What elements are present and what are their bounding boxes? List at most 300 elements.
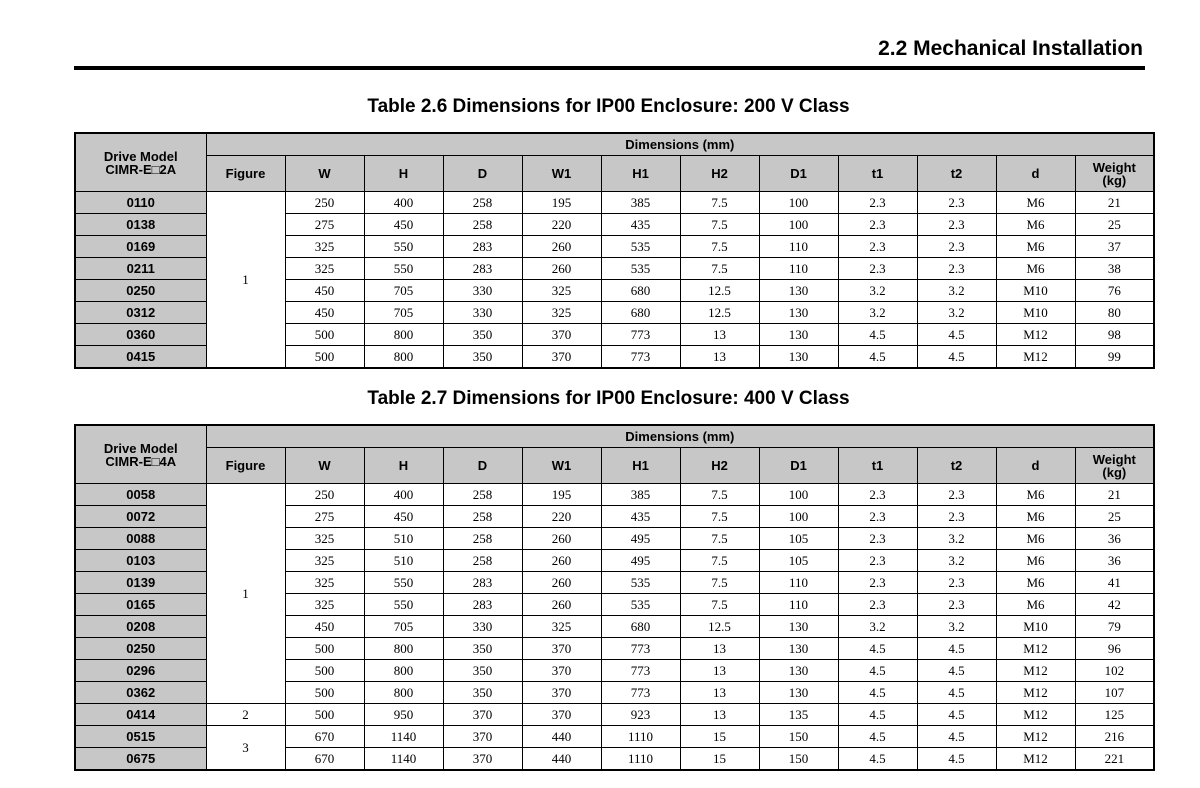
dimension-cell-h2: 13 (680, 704, 759, 726)
weight-cell: 42 (1075, 594, 1154, 616)
dimension-cell-h2: 15 (680, 726, 759, 748)
weight-cell: 96 (1075, 638, 1154, 660)
weight-cell: 80 (1075, 302, 1154, 324)
dimension-cell-h: 1140 (364, 726, 443, 748)
dimension-cell-w: 670 (285, 748, 364, 771)
dimension-cell-w1: 325 (522, 616, 601, 638)
dimension-cell-d1: 110 (759, 236, 838, 258)
dimension-cell-h1: 535 (601, 594, 680, 616)
dimension-cell-t2: 3.2 (917, 280, 996, 302)
dimensions-group-header: Dimensions (mm) (206, 133, 1154, 156)
dimension-cell-w: 325 (285, 572, 364, 594)
dimension-cell-h: 705 (364, 616, 443, 638)
dimension-cell-d: 258 (443, 214, 522, 236)
dimension-cell-d1: 130 (759, 280, 838, 302)
drive-model-cell: 0165 (75, 594, 206, 616)
dimension-cell-w1: 440 (522, 748, 601, 771)
dimension-cell-w1: 370 (522, 704, 601, 726)
dimension-cell-d1: 110 (759, 594, 838, 616)
column-header-t1: t1 (838, 448, 917, 484)
drive-model-header (75, 133, 206, 192)
column-header-weight (1075, 156, 1154, 192)
dimension-cell-d1: 105 (759, 550, 838, 572)
dimension-cell-h2: 7.5 (680, 528, 759, 550)
dimension-cell-h2: 7.5 (680, 484, 759, 506)
dimension-cell-w1: 370 (522, 638, 601, 660)
dimension-cell-d1: 135 (759, 704, 838, 726)
dimension-cell-w: 450 (285, 302, 364, 324)
dimension-cell-d1: 100 (759, 192, 838, 214)
weight-cell: 37 (1075, 236, 1154, 258)
dimension-cell-w1: 260 (522, 550, 601, 572)
dimension-cell-t2: 2.3 (917, 214, 996, 236)
drive-model-cell: 0415 (75, 346, 206, 369)
dimension-cell-d1: 130 (759, 682, 838, 704)
dimension-cell-w1: 220 (522, 214, 601, 236)
column-header-h: H (364, 448, 443, 484)
dimension-cell-d: M12 (996, 704, 1075, 726)
dimension-cell-w1: 260 (522, 572, 601, 594)
dimension-cell-h1: 535 (601, 572, 680, 594)
dimension-cell-d: M6 (996, 550, 1075, 572)
drive-model-cell: 0058 (75, 484, 206, 506)
weight-cell: 216 (1075, 726, 1154, 748)
dimension-cell-t1: 3.2 (838, 616, 917, 638)
dimension-cell-h2: 12.5 (680, 616, 759, 638)
dimension-cell-h2: 7.5 (680, 236, 759, 258)
figure-cell: 1 (206, 484, 285, 704)
dimension-cell-d: M6 (996, 594, 1075, 616)
dimension-cell-t2: 3.2 (917, 528, 996, 550)
dimension-cell-t2: 2.3 (917, 506, 996, 528)
dimension-cell-d: 370 (443, 704, 522, 726)
dimension-cell-t2: 4.5 (917, 324, 996, 346)
dimension-cell-w: 500 (285, 682, 364, 704)
dimension-cell-h1: 535 (601, 236, 680, 258)
dimension-cell-w: 250 (285, 484, 364, 506)
dimension-cell-t1: 2.3 (838, 192, 917, 214)
weight-cell: 102 (1075, 660, 1154, 682)
dimension-cell-w1: 260 (522, 528, 601, 550)
column-header-t1: t1 (838, 156, 917, 192)
dimension-cell-t1: 4.5 (838, 704, 917, 726)
weight-header-line1: Weight (1092, 451, 1136, 467)
drive-model-cell: 0250 (75, 638, 206, 660)
dimension-cell-d: 350 (443, 324, 522, 346)
column-header-w1: W1 (522, 156, 601, 192)
column-header-h1: H1 (601, 448, 680, 484)
dimension-cell-w: 275 (285, 506, 364, 528)
dimension-cell-h2: 12.5 (680, 280, 759, 302)
dimension-cell-w1: 325 (522, 280, 601, 302)
weight-header-line1: Weight (1092, 159, 1136, 175)
weight-cell: 25 (1075, 214, 1154, 236)
dimension-cell-h1: 1110 (601, 748, 680, 771)
dimension-cell-h: 800 (364, 660, 443, 682)
dimension-cell-w: 325 (285, 236, 364, 258)
dimension-cell-d: 258 (443, 506, 522, 528)
dimension-cell-w1: 370 (522, 682, 601, 704)
drive-model-cell: 0362 (75, 682, 206, 704)
dimension-cell-w: 325 (285, 258, 364, 280)
dimension-cell-t1: 4.5 (838, 748, 917, 771)
dimension-cell-w1: 195 (522, 192, 601, 214)
drive-model-header (75, 425, 206, 484)
dimension-cell-h: 510 (364, 550, 443, 572)
dimension-cell-t1: 3.2 (838, 302, 917, 324)
weight-cell: 41 (1075, 572, 1154, 594)
dimension-cell-d1: 110 (759, 572, 838, 594)
dimension-cell-h: 800 (364, 638, 443, 660)
dimension-cell-d: M6 (996, 192, 1075, 214)
drive-model-cell: 0072 (75, 506, 206, 528)
weight-header-line2: (kg) (1102, 172, 1127, 188)
dimension-cell-d1: 130 (759, 346, 838, 369)
weight-cell: 125 (1075, 704, 1154, 726)
dimension-cell-h: 800 (364, 682, 443, 704)
dimension-cell-d: M6 (996, 258, 1075, 280)
dimension-cell-d: M12 (996, 638, 1075, 660)
column-header-w: W (285, 448, 364, 484)
dimensions-table-200v (74, 132, 1155, 369)
weight-cell: 21 (1075, 192, 1154, 214)
table-2-7-title: Table 2.7 Dimensions for IP00 Enclosure: 400 V Class (367, 388, 850, 409)
dimension-cell-d: 370 (443, 726, 522, 748)
drive-model-cell: 0169 (75, 236, 206, 258)
dimension-cell-h: 705 (364, 280, 443, 302)
dimension-cell-t1: 4.5 (838, 682, 917, 704)
column-header-h2: H2 (680, 156, 759, 192)
dimension-cell-w: 500 (285, 324, 364, 346)
dimension-cell-d1: 110 (759, 258, 838, 280)
dimension-cell-h: 550 (364, 572, 443, 594)
column-header-t2: t2 (917, 156, 996, 192)
figure-cell: 2 (206, 704, 285, 726)
column-header-d1: D1 (759, 156, 838, 192)
dimension-cell-t2: 4.5 (917, 660, 996, 682)
dimension-cell-d: 258 (443, 192, 522, 214)
dimension-cell-d: M6 (996, 506, 1075, 528)
dimension-cell-t1: 2.3 (838, 214, 917, 236)
dimension-cell-h: 550 (364, 594, 443, 616)
column-header-t2: t2 (917, 448, 996, 484)
drive-model-cell: 0139 (75, 572, 206, 594)
dimension-cell-d: 283 (443, 258, 522, 280)
weight-cell: 107 (1075, 682, 1154, 704)
dimension-cell-h: 1140 (364, 748, 443, 771)
dimension-cell-d: M6 (996, 214, 1075, 236)
dimension-cell-d1: 130 (759, 660, 838, 682)
dimension-cell-w: 325 (285, 594, 364, 616)
dimension-cell-t1: 2.3 (838, 484, 917, 506)
dimension-cell-t2: 4.5 (917, 346, 996, 369)
dimension-cell-t2: 2.3 (917, 572, 996, 594)
column-header-d1: D1 (759, 448, 838, 484)
weight-cell: 36 (1075, 550, 1154, 572)
dimension-cell-w: 500 (285, 660, 364, 682)
dimension-cell-h1: 773 (601, 682, 680, 704)
weight-cell: 38 (1075, 258, 1154, 280)
dimension-cell-h2: 7.5 (680, 594, 759, 616)
dimension-cell-h1: 495 (601, 528, 680, 550)
dimension-cell-t1: 2.3 (838, 528, 917, 550)
dimension-cell-h2: 12.5 (680, 302, 759, 324)
dimension-cell-h: 450 (364, 214, 443, 236)
dimension-cell-w: 500 (285, 638, 364, 660)
dimension-cell-w: 450 (285, 616, 364, 638)
dimension-cell-d: M10 (996, 280, 1075, 302)
dimension-cell-h2: 13 (680, 638, 759, 660)
dimension-cell-d: 350 (443, 638, 522, 660)
dimension-cell-t1: 2.3 (838, 572, 917, 594)
dimension-cell-h1: 1110 (601, 726, 680, 748)
dimension-cell-d: 283 (443, 236, 522, 258)
dimension-cell-d1: 100 (759, 214, 838, 236)
dimension-cell-t2: 4.5 (917, 748, 996, 771)
dimension-cell-h: 800 (364, 346, 443, 369)
weight-cell: 98 (1075, 324, 1154, 346)
weight-cell: 36 (1075, 528, 1154, 550)
weight-cell: 99 (1075, 346, 1154, 369)
dimension-cell-w1: 370 (522, 660, 601, 682)
dimension-cell-h2: 7.5 (680, 550, 759, 572)
dimension-cell-h: 400 (364, 484, 443, 506)
column-header-w: W (285, 156, 364, 192)
dimension-cell-d1: 150 (759, 748, 838, 771)
dimension-cell-d: M12 (996, 748, 1075, 771)
dimension-cell-d: 370 (443, 748, 522, 771)
dimension-cell-w1: 325 (522, 302, 601, 324)
dimension-cell-h1: 923 (601, 704, 680, 726)
weight-cell: 21 (1075, 484, 1154, 506)
dimension-cell-w: 325 (285, 528, 364, 550)
dimension-cell-d: M12 (996, 726, 1075, 748)
weight-cell: 79 (1075, 616, 1154, 638)
dimension-cell-t1: 2.3 (838, 258, 917, 280)
column-header-w1: W1 (522, 448, 601, 484)
dimension-cell-h: 705 (364, 302, 443, 324)
dimension-cell-d: M6 (996, 484, 1075, 506)
drive-model-header-line2: CIMR-E□2A (105, 161, 177, 177)
dimension-cell-h1: 495 (601, 550, 680, 572)
dimension-cell-h: 510 (364, 528, 443, 550)
drive-model-cell: 0103 (75, 550, 206, 572)
dimension-cell-d1: 150 (759, 726, 838, 748)
dimension-cell-w1: 370 (522, 324, 601, 346)
dimension-cell-w: 250 (285, 192, 364, 214)
dimension-cell-h2: 13 (680, 660, 759, 682)
dimension-cell-h: 950 (364, 704, 443, 726)
dimension-cell-d: M6 (996, 528, 1075, 550)
dimension-cell-t2: 2.3 (917, 594, 996, 616)
table-row (75, 484, 1154, 506)
dimension-cell-h2: 7.5 (680, 192, 759, 214)
dimension-cell-d: 330 (443, 280, 522, 302)
drive-model-cell: 0138 (75, 214, 206, 236)
column-header-h: H (364, 156, 443, 192)
drive-model-cell: 0088 (75, 528, 206, 550)
dimension-cell-d: 350 (443, 660, 522, 682)
dimension-cell-d1: 100 (759, 484, 838, 506)
dimension-cell-d: 350 (443, 346, 522, 369)
drive-model-cell: 0110 (75, 192, 206, 214)
dimension-cell-t2: 4.5 (917, 726, 996, 748)
drive-model-cell: 0675 (75, 748, 206, 771)
dimension-cell-d: M10 (996, 616, 1075, 638)
column-header-weight (1075, 448, 1154, 484)
dimension-cell-h2: 13 (680, 682, 759, 704)
dimension-cell-w1: 195 (522, 484, 601, 506)
dimension-cell-h: 400 (364, 192, 443, 214)
drive-model-header-line1: Drive Model (103, 440, 178, 456)
table-row (75, 192, 1154, 214)
dimension-cell-w1: 220 (522, 506, 601, 528)
section-title: 2.2 Mechanical Installation (878, 37, 1143, 60)
dimension-cell-d: 283 (443, 572, 522, 594)
dimension-cell-w: 450 (285, 280, 364, 302)
dimension-cell-t2: 2.3 (917, 192, 996, 214)
weight-cell: 221 (1075, 748, 1154, 771)
dimension-cell-d1: 130 (759, 616, 838, 638)
weight-cell: 25 (1075, 506, 1154, 528)
drive-model-cell: 0312 (75, 302, 206, 324)
dimension-cell-w1: 260 (522, 236, 601, 258)
dimension-cell-h2: 7.5 (680, 258, 759, 280)
dimension-cell-d: 283 (443, 594, 522, 616)
column-header-d: D (443, 156, 522, 192)
dimension-cell-d: M10 (996, 302, 1075, 324)
dimension-cell-h1: 773 (601, 660, 680, 682)
table-2-6-title: Table 2.6 Dimensions for IP00 Enclosure: 200 V Class (367, 96, 850, 117)
dimension-cell-w1: 370 (522, 346, 601, 369)
dimension-cell-t2: 3.2 (917, 616, 996, 638)
dimension-cell-d1: 130 (759, 638, 838, 660)
column-header-d: d (996, 448, 1075, 484)
dimension-cell-t1: 4.5 (838, 324, 917, 346)
dimension-cell-d1: 130 (759, 302, 838, 324)
dimension-cell-t2: 4.5 (917, 704, 996, 726)
dimension-cell-t1: 2.3 (838, 506, 917, 528)
dimension-cell-h2: 7.5 (680, 572, 759, 594)
dimension-cell-h1: 535 (601, 258, 680, 280)
dimension-cell-d: 258 (443, 528, 522, 550)
dimension-cell-w: 500 (285, 346, 364, 369)
column-header-figure: Figure (206, 448, 285, 484)
dimension-cell-h2: 7.5 (680, 214, 759, 236)
dimension-cell-w: 275 (285, 214, 364, 236)
column-header-h2: H2 (680, 448, 759, 484)
dimension-cell-w: 325 (285, 550, 364, 572)
column-header-d: d (996, 156, 1075, 192)
dimension-cell-t2: 3.2 (917, 302, 996, 324)
dimension-cell-w1: 440 (522, 726, 601, 748)
dimensions-group-header: Dimensions (mm) (206, 425, 1154, 448)
dimension-cell-t1: 4.5 (838, 638, 917, 660)
table-row (75, 704, 1154, 726)
dimension-cell-t1: 2.3 (838, 236, 917, 258)
dimension-cell-d: M12 (996, 346, 1075, 369)
dimension-cell-t2: 2.3 (917, 258, 996, 280)
dimensions-table-400v (74, 424, 1155, 771)
drive-model-cell: 0208 (75, 616, 206, 638)
dimension-cell-h: 550 (364, 236, 443, 258)
dimension-cell-d: 258 (443, 550, 522, 572)
drive-model-cell: 0296 (75, 660, 206, 682)
weight-header-line2: (kg) (1102, 464, 1127, 480)
dimension-cell-d: M12 (996, 324, 1075, 346)
dimension-cell-t2: 4.5 (917, 638, 996, 660)
dimension-cell-h1: 385 (601, 484, 680, 506)
dimension-cell-w: 500 (285, 704, 364, 726)
dimension-cell-t1: 4.5 (838, 346, 917, 369)
dimension-cell-h1: 773 (601, 638, 680, 660)
dimension-cell-w: 670 (285, 726, 364, 748)
dimension-cell-t1: 3.2 (838, 280, 917, 302)
weight-cell: 76 (1075, 280, 1154, 302)
drive-model-cell: 0211 (75, 258, 206, 280)
dimension-cell-h: 550 (364, 258, 443, 280)
dimension-cell-d: 258 (443, 484, 522, 506)
dimension-cell-h2: 15 (680, 748, 759, 771)
dimension-cell-h2: 7.5 (680, 506, 759, 528)
dimension-cell-h1: 773 (601, 346, 680, 369)
dimension-cell-w1: 260 (522, 594, 601, 616)
dimension-cell-d: M6 (996, 236, 1075, 258)
dimension-cell-d: 330 (443, 616, 522, 638)
dimension-cell-d: M12 (996, 660, 1075, 682)
dimension-cell-h2: 13 (680, 324, 759, 346)
dimension-cell-t2: 4.5 (917, 682, 996, 704)
drive-model-cell: 0250 (75, 280, 206, 302)
figure-cell: 3 (206, 726, 285, 771)
dimension-cell-t2: 2.3 (917, 484, 996, 506)
dimension-cell-d1: 130 (759, 324, 838, 346)
dimension-cell-h: 450 (364, 506, 443, 528)
dimension-cell-h1: 773 (601, 324, 680, 346)
figure-cell: 1 (206, 192, 285, 369)
dimension-cell-t2: 2.3 (917, 236, 996, 258)
dimension-cell-h1: 680 (601, 302, 680, 324)
dimension-cell-h1: 435 (601, 214, 680, 236)
table-row (75, 726, 1154, 748)
dimension-cell-h1: 435 (601, 506, 680, 528)
drive-model-cell: 0414 (75, 704, 206, 726)
header-rule (74, 66, 1145, 70)
dimension-cell-d: M12 (996, 682, 1075, 704)
dimension-cell-d1: 105 (759, 528, 838, 550)
dimension-cell-h: 800 (364, 324, 443, 346)
drive-model-header-line1: Drive Model (103, 148, 178, 164)
dimension-cell-d1: 100 (759, 506, 838, 528)
dimension-cell-t1: 2.3 (838, 550, 917, 572)
dimension-cell-h2: 13 (680, 346, 759, 369)
dimension-cell-t1: 2.3 (838, 594, 917, 616)
dimension-cell-d: M6 (996, 572, 1075, 594)
column-header-d: D (443, 448, 522, 484)
drive-model-cell: 0515 (75, 726, 206, 748)
dimension-cell-t1: 4.5 (838, 726, 917, 748)
column-header-h1: H1 (601, 156, 680, 192)
dimension-cell-d: 330 (443, 302, 522, 324)
dimension-cell-h1: 680 (601, 616, 680, 638)
dimension-cell-w1: 260 (522, 258, 601, 280)
dimension-cell-h1: 385 (601, 192, 680, 214)
dimension-cell-h1: 680 (601, 280, 680, 302)
dimension-cell-t1: 4.5 (838, 660, 917, 682)
drive-model-header-line2: CIMR-E□4A (105, 453, 177, 469)
drive-model-cell: 0360 (75, 324, 206, 346)
column-header-figure: Figure (206, 156, 285, 192)
